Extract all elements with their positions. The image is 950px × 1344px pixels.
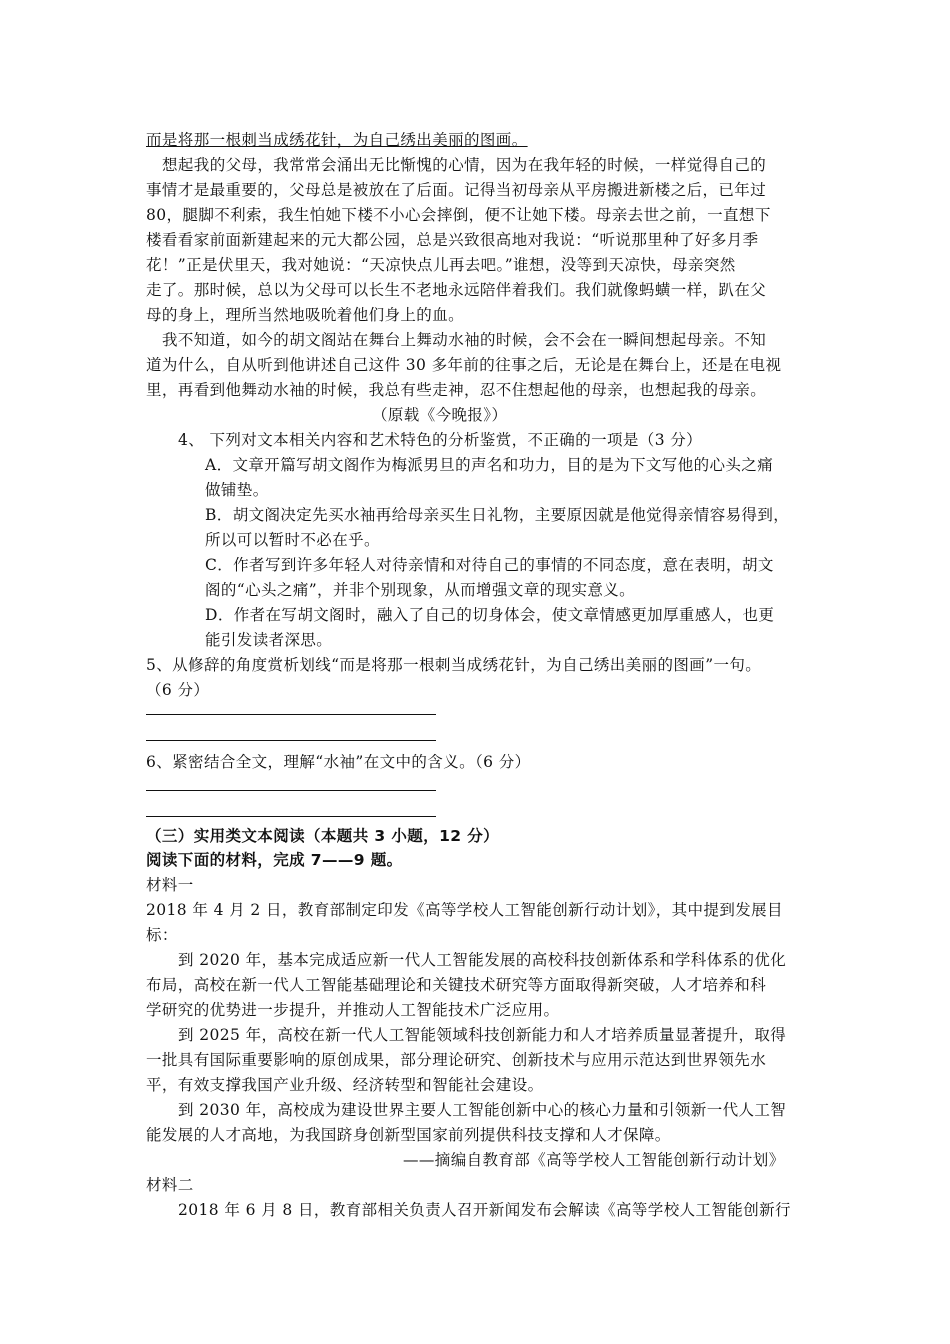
material-label: 材料二	[146, 1176, 194, 1194]
paragraph-line: 走了。那时候，总以为父母可以长生不老地永远陪伴着我们。我们就像蚂蟥一样，趴在父	[146, 281, 767, 299]
paragraph-line: 标：	[146, 926, 178, 944]
paragraph-line: 学研究的优势进一步提升，并推动人工智能技术广泛应用。	[146, 1001, 560, 1019]
paragraph-line: 布局，高校在新一代人工智能基础理论和关键技术研究等方面取得新突破，人才培养和科	[146, 976, 767, 994]
paragraph-line: 道为什么，自从听到他讲述自己这件 30 多年前的往事之后，无论是在舞台上，还是在电视	[146, 356, 782, 374]
option-a: A．文章开篇写胡文阁作为梅派男旦的声名和功力，目的是为下文写他的心头之痛	[205, 456, 774, 474]
answer-line[interactable]	[146, 816, 436, 817]
paragraph-line: 到 2025 年，高校在新一代人工智能领域科技创新能力和人才培养质量显著提升，取得	[178, 1026, 787, 1044]
paragraph-line: 里，再看到他舞动水袖的时候，我总有些走神，忍不住想起他的母亲，也想起我的母亲。	[146, 381, 767, 399]
material-label: 材料一	[146, 876, 194, 894]
question-stem: 5、从修辞的角度赏析划线“而是将那一根刺当成绣花针，为自己绣出美丽的图画”一句。	[146, 656, 762, 674]
paragraph-line: 到 2030 年，高校成为建设世界主要人工智能创新中心的核心力量和引领新一代人工智	[178, 1101, 787, 1119]
paragraph-line: 楼看看家前面新建起来的元大都公园，总是兴致很高地对我说：“听说那里种了好多月季	[146, 231, 759, 249]
option-a-cont: 做铺垫。	[205, 481, 269, 499]
paragraph-line: 平，有效支撑我国产业升级、经济转型和智能社会建设。	[146, 1076, 544, 1094]
answer-line[interactable]	[146, 740, 436, 741]
paragraph-line: 花！”正是伏里天，我对她说：“天凉快点儿再去吧。”谁想，没等到天凉快，母亲突然	[146, 256, 736, 274]
answer-line[interactable]	[146, 714, 436, 715]
option-d: D．作者在写胡文阁时，融入了自己的切身体会，使文章情感更加厚重感人，也更	[205, 606, 775, 624]
paragraph-line: 80，腿脚不利索，我生怕她下楼不小心会摔倒，便不让她下楼。母亲去世之前，一直想下	[146, 206, 771, 224]
question-stem: 4、 下列对文本相关内容和艺术特色的分析鉴赏，不正确的一项是（3 分）	[178, 431, 703, 449]
answer-line[interactable]	[146, 790, 436, 791]
paragraph-line: 2018 年 6 月 8 日，教育部相关负责人召开新闻发布会解读《高等学校人工智能创新行	[178, 1201, 791, 1219]
paragraph-line: 想起我的父母，我常常会涌出无比惭愧的心情，因为在我年轻的时候，一样觉得自己的	[162, 156, 767, 174]
paragraph-line: 能发展的人才高地，为我国跻身创新型国家前列提供科技支撑和人才保障。	[146, 1126, 671, 1144]
section-heading: （三）实用类文本阅读（本题共 3 小题，12 分）	[146, 827, 500, 845]
option-b-cont: 所以可以暂时不必在乎。	[205, 531, 380, 549]
option-c: C．作者写到许多年轻人对待亲情和对待自己的事情的不同态度，意在表明，胡文	[205, 556, 774, 574]
paragraph-line: 一批具有国际重要影响的原创成果，部分理论研究、创新技术与应用示范达到世界领先水	[146, 1051, 767, 1069]
material-source: ——摘编自教育部《高等学校人工智能创新行动计划》	[403, 1151, 785, 1169]
paragraph-line: 事情才是最重要的，父母总是被放在了后面。记得当初母亲从平房搬进新楼之后，已年过	[146, 181, 767, 199]
option-b: B．胡文阁决定先买水袖再给母亲买生日礼物，主要原因就是他觉得亲情容易得到，	[205, 506, 790, 524]
section-instruction: 阅读下面的材料，完成 7——9 题。	[146, 851, 403, 869]
question-points: （6 分）	[146, 681, 210, 699]
option-d-cont: 能引发读者深思。	[205, 631, 333, 649]
essay-source: （原载《今晚报》）	[372, 406, 508, 424]
question-stem: 6、紧密结合全文，理解“水袖”在文中的含义。（6 分）	[146, 753, 531, 771]
paragraph-line: 母的身上，理所当然地吸吮着他们身上的血。	[146, 306, 465, 324]
paragraph-line: 到 2020 年，基本完成适应新一代人工智能发展的高校科技创新体系和学科体系的优化	[178, 951, 787, 969]
paragraph-line: 我不知道，如今的胡文阁站在舞台上舞动水袖的时候，会不会在一瞬间想起母亲。不知	[162, 331, 767, 349]
paragraph-line: 2018 年 4 月 2 日，教育部制定印发《高等学校人工智能创新行动计划》，其中提到发展目	[146, 901, 783, 919]
underlined-sentence: 而是将那一根刺当成绣花针，为自己绣出美丽的图画。	[146, 131, 528, 149]
option-c-cont: 阁的“心头之痛”，并非个别现象，从而增强文章的现实意义。	[205, 581, 636, 599]
